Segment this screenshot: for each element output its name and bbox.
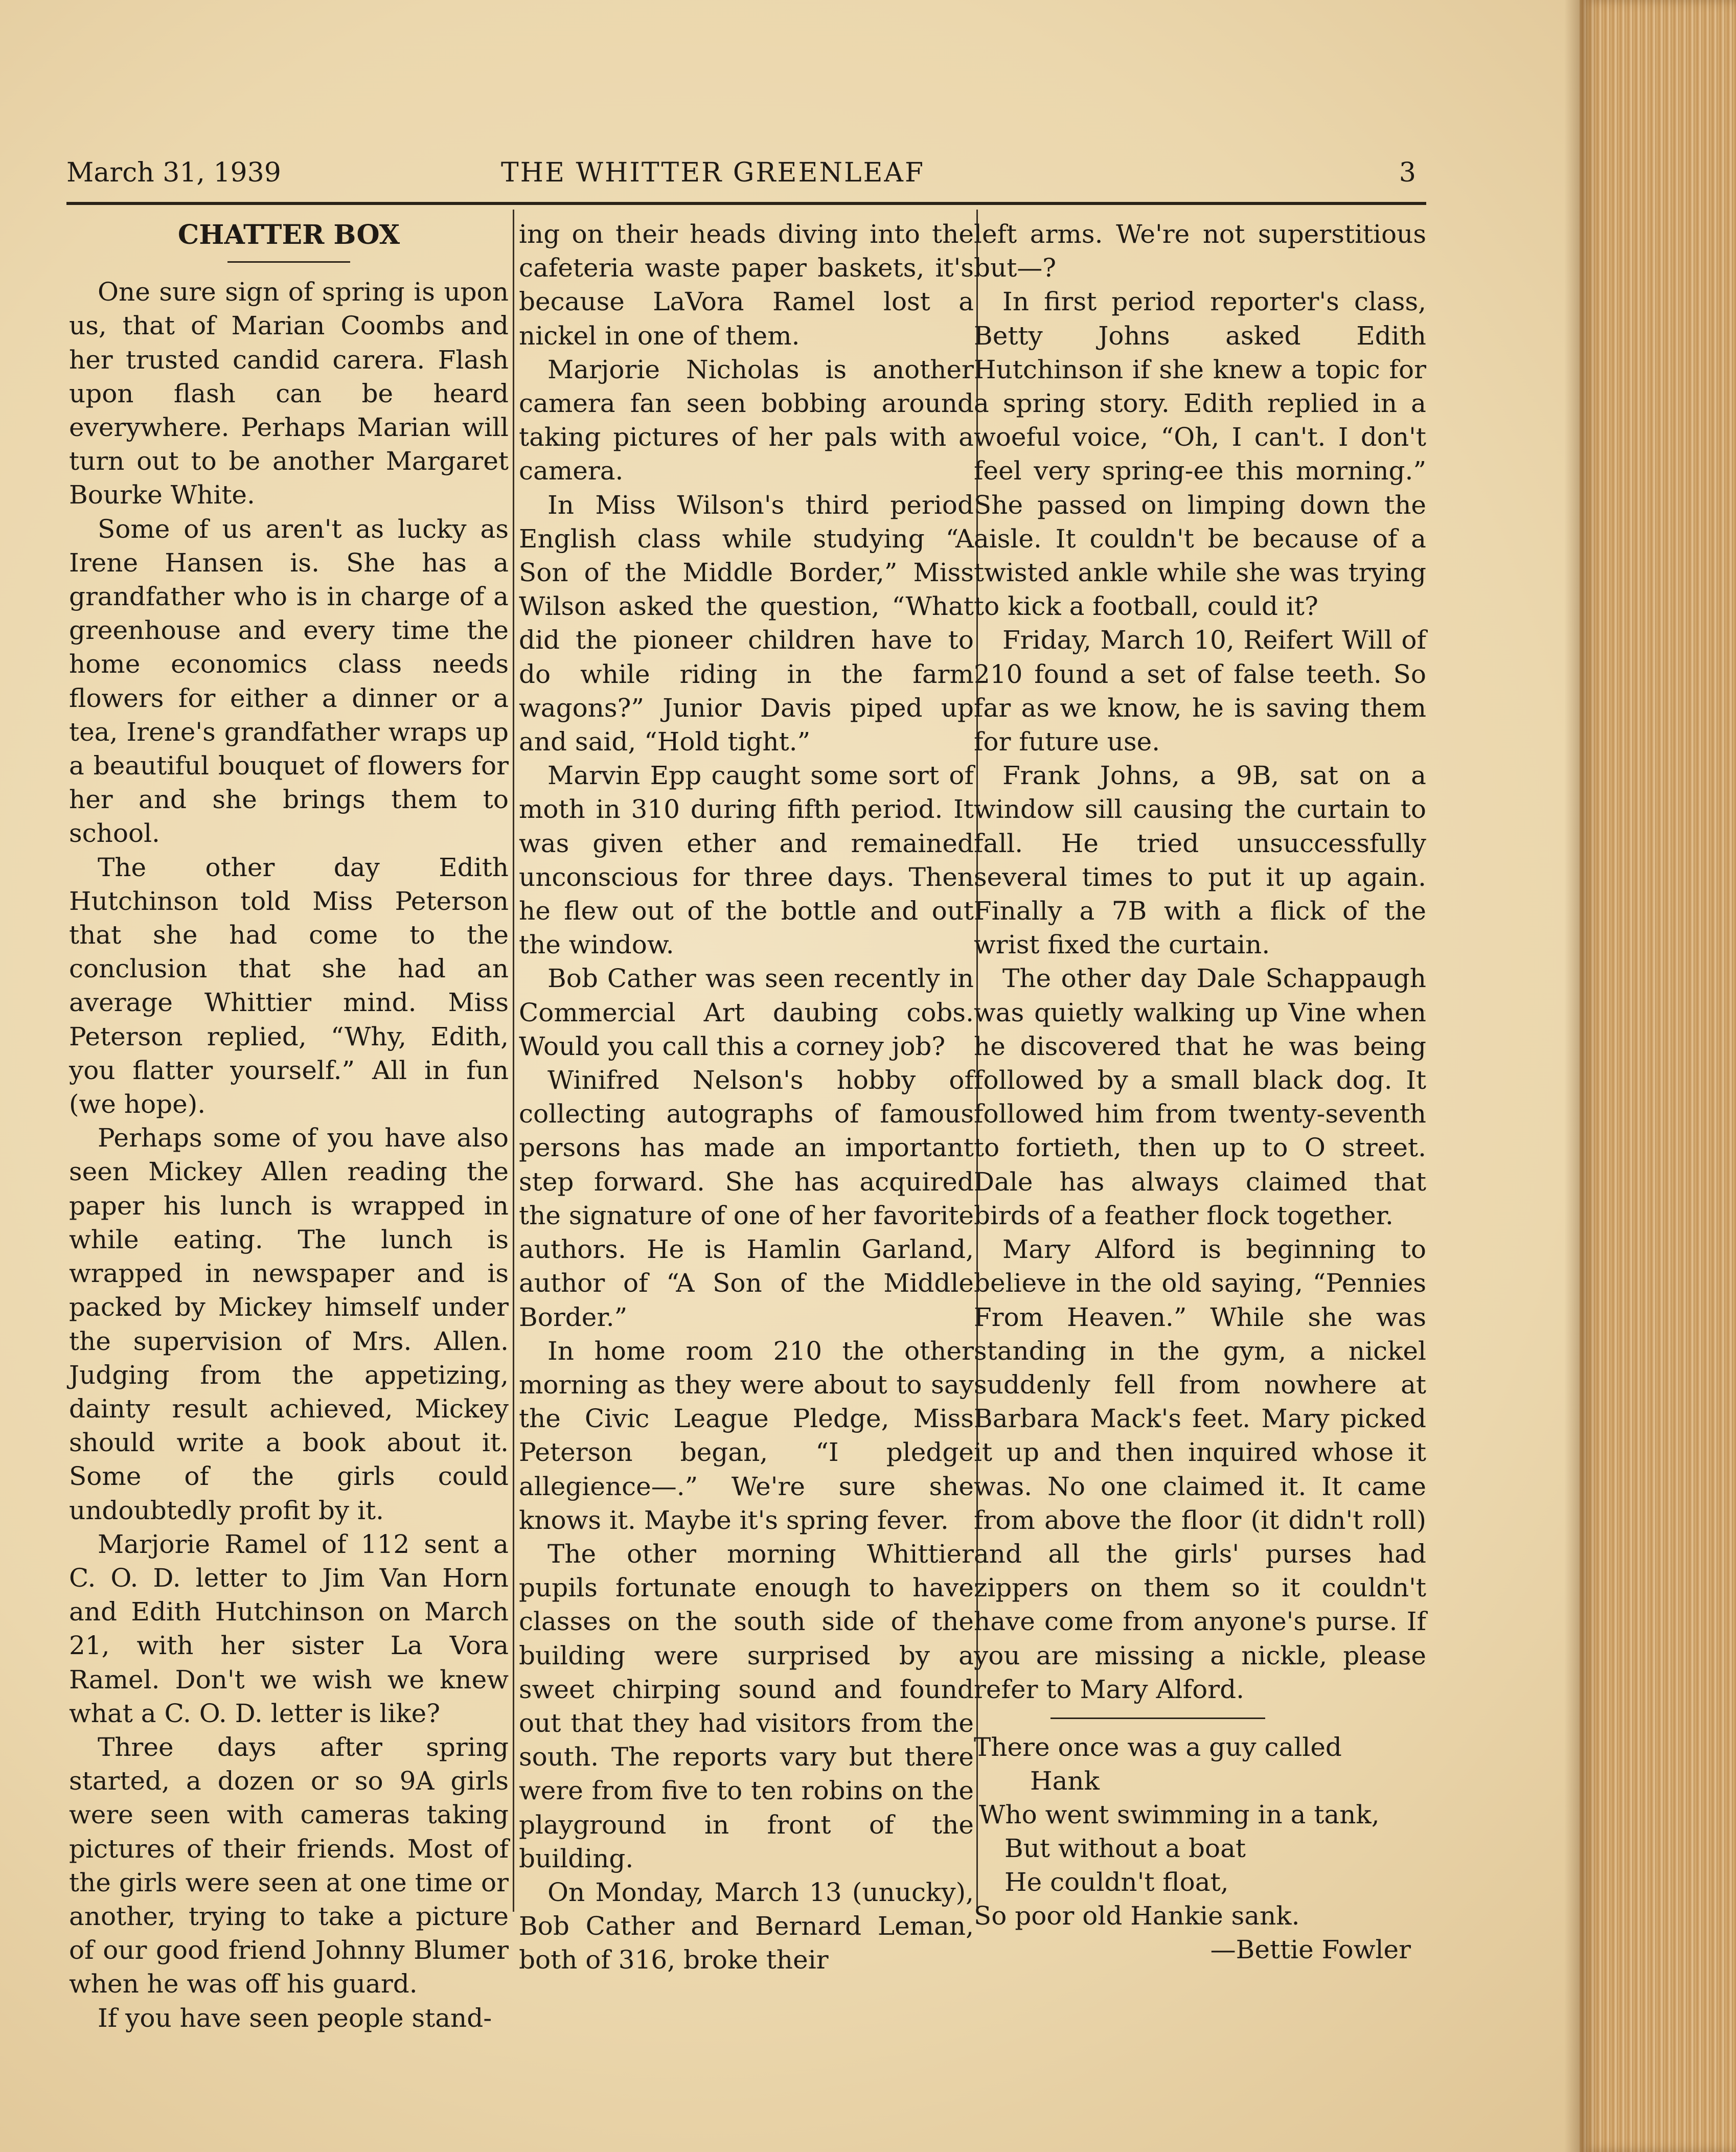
article-paragraph: One sure sign of spring is upon us, that of Marian Coombs and her trusted candid carera. Flash upon flash can be heard everywhere. Perhaps Marian will turn out to be another Margaret Bourke White.	[69, 277, 509, 510]
limerick	[974, 1730, 1426, 1966]
header-rule	[66, 202, 1426, 205]
article-paragraph: The other morning Whittier pupils fortunate enough to have classes on the south side of the building were surprised by a sweet chirping sound and found out that they had visitors from the south. The reports vary but there were from five to ten robins on the playground in front of the building.	[519, 1539, 974, 1873]
article-paragraph: Frank Johns, a 9B, sat on a window sill causing the curtain to fall. He tried unsuccessfully several times to put it up again. Finally a 7B with a flick of the wrist fixed the curtain.	[974, 761, 1426, 960]
issue-date: March 31, 1939	[66, 157, 281, 188]
poem-line: There once was a guy called	[974, 1732, 1342, 1762]
column-1	[69, 217, 509, 2035]
article-paragraph: Marjorie Ramel of 112 sent a C. O. D. letter to Jim Van Horn and Edith Hutchinson on March 21, with her sister La Vora Ramel. Don't we wish we knew what a C. O. D. letter is like?	[69, 1529, 509, 1728]
poem-line: Who went swimming in a tank,	[979, 1799, 1380, 1829]
page-edge-shadow	[1564, 0, 1582, 2152]
article-paragraph: In first period reporter's class, Betty Johns asked Edith Hutchinson if she knew a topic for a spring story. Edith replied in a woeful voice, “Oh, I can't. I don't feel very spring-ee this morning.” She passed on limping down the aisle. It couldn't be because of a twisted ankle while she was trying to kick a football, could it?	[974, 287, 1426, 622]
page-number: 3	[1399, 157, 1416, 188]
column-title: CHATTER BOX	[177, 219, 400, 250]
article-paragraph: In home room 210 the other morning as they were about to say the Civic League Pledge, Miss Peterson began, “I pledge allegience—.” We're sure she knows it. Maybe it's spring fever.	[519, 1336, 974, 1535]
article-paragraph: Some of us aren't as lucky as Irene Hansen is. She has a grandfather who is in charge of a greenhouse and every time the home economics class needs flowers for either a dinner or a tea, Irene's grandfather wraps up a beautiful bouquet of flowers for her and she brings them to school.	[69, 514, 509, 849]
poem-line: So poor old Hankie sank.	[974, 1901, 1300, 1931]
poem-line: But without a boat	[1004, 1833, 1246, 1863]
article-paragraph: Winifred Nelson's hobby of collecting autographs of famous persons has made an important step forward. She has acquired the signature of one of her favorite authors. He is Hamlin Garland, author of “A Son of the Middle Border.”	[519, 1065, 974, 1332]
article-paragraph: Mary Alford is beginning to believe in the old saying, “Pennies From Heaven.” While she was standing in the gym, a nickel suddenly fell from nowhere at Barbara Mack's feet. Mary picked it up and then inquired whose it was. No one claimed it. It came from above the floor (it didn't roll) and all the girls' purses had zippers on them so it couldn't have come from anyone's purse. If you are missing a nickle, please refer to Mary Alford.	[974, 1234, 1426, 1704]
page-header	[66, 153, 1416, 194]
continued-paragraph: left arms. We're not superstitious but—?	[974, 219, 1426, 283]
article-paragraph: Bob Cather was seen recently in Commercial Art daubing cobs. Would you call this a corney job?	[519, 964, 974, 1061]
poem-author: —Bettie Fowler	[1210, 1934, 1411, 1964]
article-paragraph: The other day Dale Schappaugh was quietly walking up Vine when he discovered that he was being followed by a small black dog. It followed him from twenty-seventh to fortieth, then up to O street. Dale has always claimed that birds of a feather flock together.	[974, 964, 1426, 1230]
poem-line: Hank	[1030, 1766, 1100, 1796]
article-paragraph: On Monday, March 13 (unucky), Bob Cather and Bernard Leman, both of 316, broke their	[519, 1877, 974, 1975]
article-paragraph: Marjorie Nicholas is another camera fan seen bobbing around taking pictures of her pals with a camera.	[519, 354, 974, 486]
article-paragraph: The other day Edith Hutchinson told Miss Peterson that she had come to the conclusion that she had an average Whittier mind. Miss Peterson replied, “Why, Edith, you flatter yourself.” All in fun (we hope).	[69, 852, 509, 1119]
article-paragraph: Friday, March 10, Reifert Will of 210 found a set of false teeth. So far as we know, he is saving them for future use.	[974, 625, 1426, 757]
article-paragraph: Marvin Epp caught some sort of moth in 310 during fifth period. It was given ether and remained unconscious for three days. Then he flew out of the bottle and out the window.	[519, 761, 974, 960]
article-paragraph: If you have seen people stand-	[98, 2003, 492, 2033]
continued-paragraph: ing on their heads diving into the cafeteria waste paper baskets, it's because LaVora Ramel lost a nickel in one of them.	[519, 219, 974, 351]
title-rule	[227, 261, 350, 263]
column-3	[974, 217, 1426, 1966]
poem-line: He couldn't float,	[1004, 1867, 1229, 1897]
article-paragraph: Perhaps some of you have also seen Mickey Allen reading the paper his lunch is wrapped in while eating. The lunch is wrapped in newspaper and is packed by Mickey himself under the supervision of Mrs. Allen. Judging from the appetizing, dainty result achieved, Mickey should write a book about it. Some of the girls could undoubtedly profit by it.	[69, 1123, 509, 1525]
column-divider-1	[513, 210, 514, 1912]
article-paragraph: Three days after spring started, a dozen or so 9A girls were seen with cameras taking pictures of their friends. Most of the girls were seen at one time or another, trying to take a picture of our good friend Johnny Blumer when he was off his guard.	[69, 1732, 509, 1999]
article-paragraph: In Miss Wilson's third period English class while studying “A Son of the Middle Border,” Miss Wilson asked the question, “What did the pioneer children have to do while riding in the farm wagons?” Junior Davis piped up and said, “Hold tight.”	[519, 490, 974, 757]
book-binding	[1580, 0, 1736, 2152]
column-2	[519, 217, 974, 1977]
newspaper-masthead: THE WHITTER GREENLEAF	[501, 157, 925, 188]
section-rule	[1050, 1718, 1265, 1719]
